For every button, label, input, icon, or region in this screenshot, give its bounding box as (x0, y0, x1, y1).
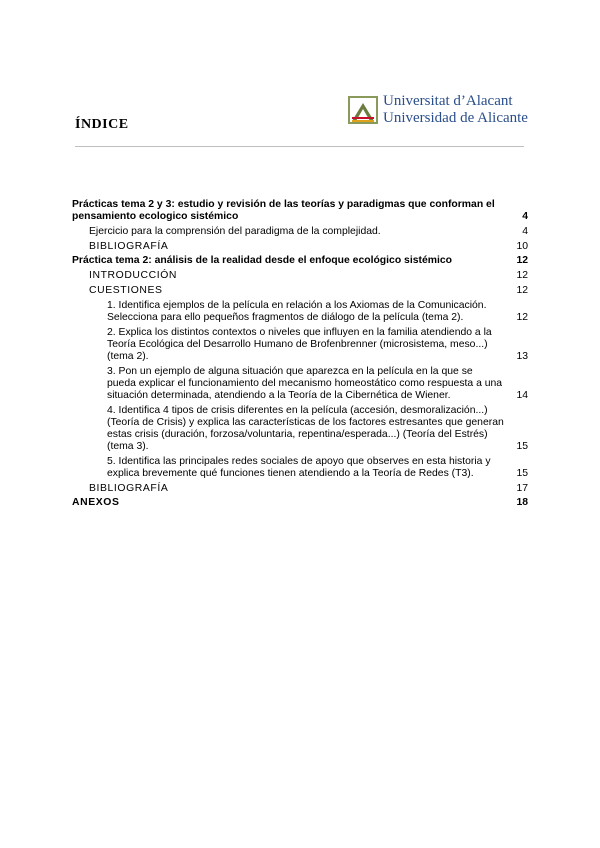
toc-entry-text: 1. Identifica ejemplos de la película en relación a los Axiomas de la Comunicación. Selecciona para ello pequeños fragmentos de diálogo de la película (tema 2). (107, 300, 487, 323)
toc-entry-text: 3. Pon un ejemplo de alguna situación que aparezca en la película en la que se pueda explicar el funcionamiento del mecanismo homeostático como respuesta a una situación determinada, atendiendo a la Teoría de la Cibernética de Wiener. (107, 366, 503, 401)
university-name (383, 93, 528, 127)
toc-entry-page: 17 (516, 483, 528, 494)
toc-entry[interactable] (72, 270, 528, 282)
toc-entry-page: 15 (516, 441, 528, 452)
toc-entry[interactable] (72, 226, 528, 238)
table-of-contents (72, 197, 528, 509)
toc-entry-text: 2. Explica los distintos contextos o niveles que influyen en la familia atendiendo a la Teoría Ecológica del Desarrollo Humano de Brofenbrenner (microsistema, meso...) (tema 2). (107, 327, 492, 362)
toc-entry-page: 15 (516, 468, 528, 479)
toc-entry-text: 4. Identifica 4 tipos de crisis diferentes en la película (accesión, desmoralización...) (Teoría de Crisis) y explica las características de los factores estresantes que generan estas crisis (duración, forzosa/voluntaria, repentina/esperada...) (Teoría del Estrés) (tema 3). (107, 405, 504, 452)
toc-entry-text: BIBLIOGRAFÍA (89, 483, 169, 494)
toc-entry[interactable] (72, 456, 528, 480)
toc-entry-page: 4 (522, 211, 528, 222)
toc-entry-page: 10 (516, 241, 528, 252)
toc-entry[interactable] (72, 300, 528, 324)
university-logo-icon (347, 95, 379, 125)
toc-entry-page: 12 (516, 312, 528, 323)
toc-entry-page: 12 (516, 270, 528, 281)
toc-entry-page: 12 (516, 285, 528, 296)
page-title: ÍNDICE (75, 117, 129, 132)
toc-entry-page: 4 (522, 226, 528, 237)
toc-entry-page: 14 (516, 390, 528, 401)
university-name-spanish: Universidad de Alicante (383, 110, 528, 126)
toc-entry[interactable] (72, 241, 528, 253)
toc-entry-text: 5. Identifica las principales redes sociales de apoyo que observes en esta historia y explica brevemente qué funciones tienen atendiendo a la Teoría de Redes (T3). (107, 456, 491, 479)
toc-entry-text: ANEXOS (72, 497, 120, 508)
toc-entry[interactable] (72, 255, 528, 267)
toc-entry[interactable] (72, 483, 528, 495)
toc-entry[interactable] (72, 366, 528, 402)
university-logo (347, 93, 537, 129)
toc-entry-page: 12 (516, 255, 528, 266)
title-divider (75, 146, 524, 147)
toc-entry-text: Prácticas tema 2 y 3: estudio y revisión de las teorías y paradigmas que conforman el pensamiento ecologico sistémico (72, 199, 495, 222)
toc-entry-text: CUESTIONES (89, 285, 163, 296)
toc-entry[interactable] (72, 405, 528, 453)
university-name-valencian: Universitat d’Alacant (383, 93, 513, 109)
toc-entry[interactable] (72, 497, 528, 509)
toc-entry[interactable] (72, 327, 528, 363)
toc-entry-text: BIBLIOGRAFÍA (89, 241, 169, 252)
toc-entry-text: Práctica tema 2: análisis de la realidad desde el enfoque ecológico sistémico (72, 255, 452, 266)
toc-entry-page: 18 (516, 497, 528, 508)
toc-entry[interactable] (72, 285, 528, 297)
toc-entry[interactable] (72, 199, 528, 223)
toc-entry-text: Ejercicio para la comprensión del paradigma de la complejidad. (89, 226, 381, 237)
toc-entry-page: 13 (516, 351, 528, 362)
toc-entry-text: INTRODUCCIÓN (89, 270, 178, 281)
